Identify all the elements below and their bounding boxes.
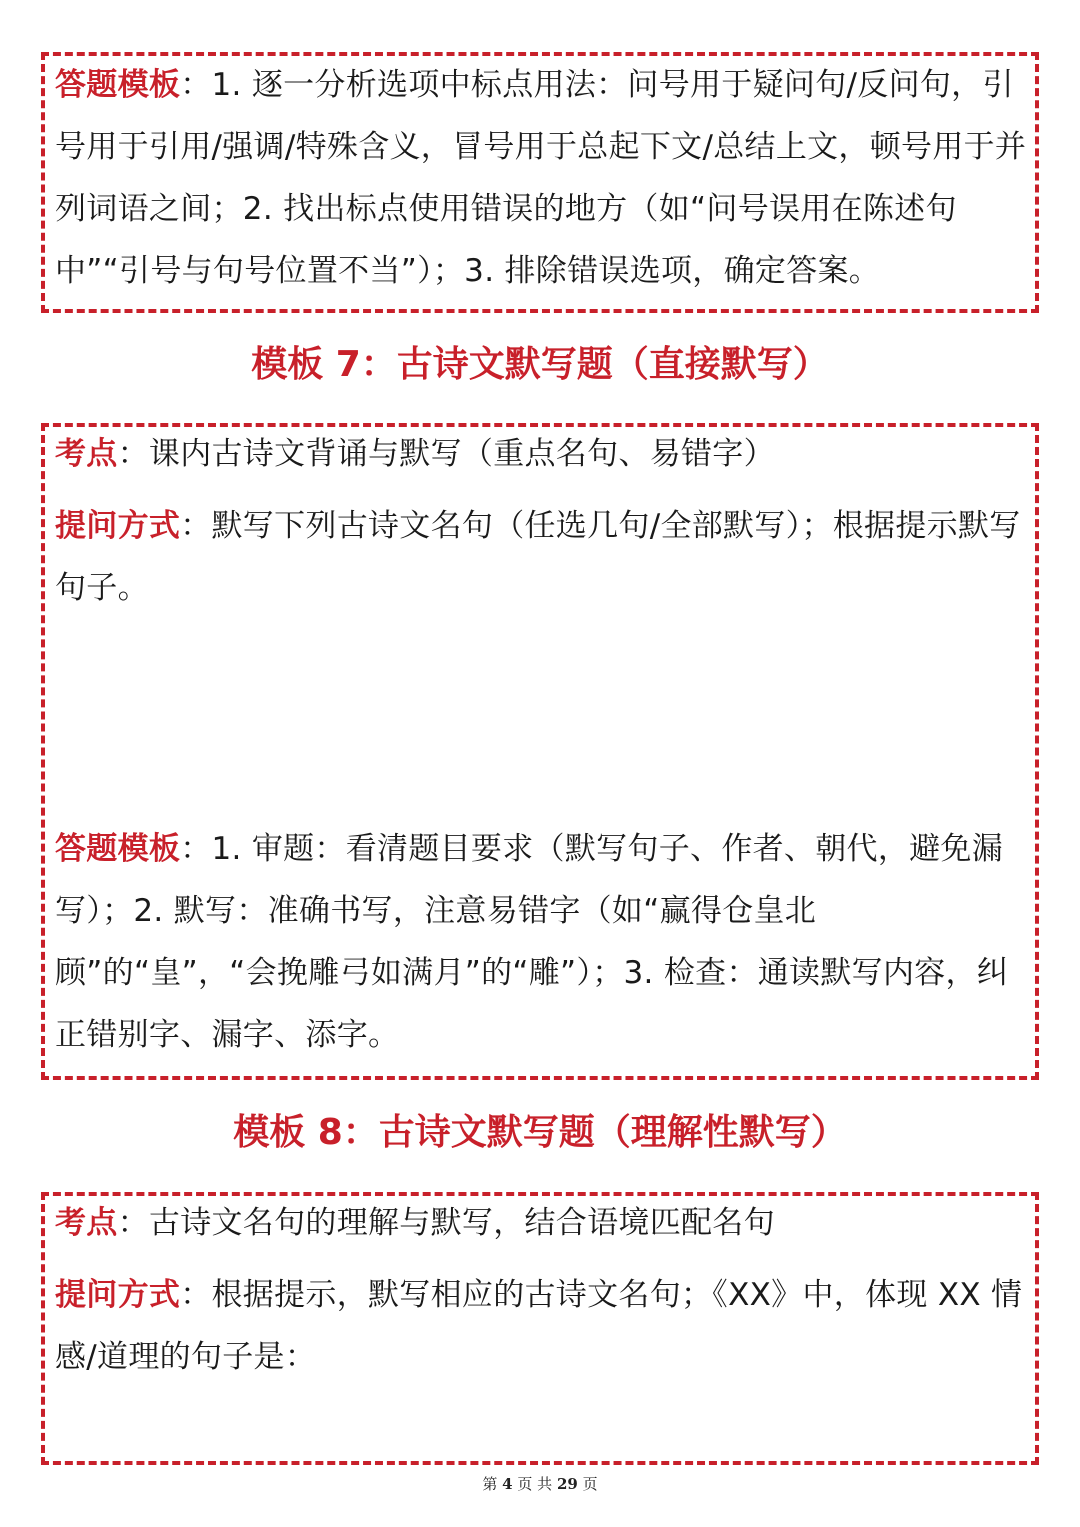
answer-template-box-6 xyxy=(41,52,1039,313)
point-label: 考点 xyxy=(55,1205,118,1241)
point-text: ：课内古诗文背诵与默写（重点名句、易错字） xyxy=(117,436,775,472)
answer-template-text: ：1. 逐一分析选项中标点用法：问号用于疑问句/反问句，引号用于引用/强调/特殊含义，冒号用于总起下文/总结上文，顿号用于并列词语之间；2. 找出标点使用错误的地方（如“问号误用在陈述句中”“引号与句号位置不当”）；3. 排除错误选项，确定答案。 xyxy=(55,67,1027,289)
footer-middle: 页 共 xyxy=(517,1475,553,1493)
footer-suffix: 页 xyxy=(582,1475,598,1493)
answer-template-label: 答题模板 xyxy=(55,67,181,103)
question-paragraph xyxy=(55,1264,1027,1388)
point-text: ：古诗文名句的理解与默写，结合语境匹配名句 xyxy=(117,1205,775,1241)
question-label: 提问方式 xyxy=(55,1277,181,1313)
answer-template-label: 答题模板 xyxy=(55,831,181,867)
point-paragraph xyxy=(55,1192,1027,1254)
section-8-box xyxy=(41,1192,1039,1465)
point-paragraph xyxy=(55,423,1027,485)
question-text: ：默写下列古诗文名句（任选几句/全部默写）；根据提示默写句子。 xyxy=(55,508,1021,606)
point-label: 考点 xyxy=(55,436,118,472)
section-7-box xyxy=(41,423,1039,1080)
current-page-number: 4 xyxy=(502,1475,513,1493)
page-number-footer xyxy=(0,1473,1080,1494)
answer-template-text: ：1. 审题：看清题目要求（默写句子、作者、朝代，避免漏写）；2. 默写：准确书写，注意易错字（如“赢得仓皇北顾”的“皇”，“会挽雕弓如满月”的“雕”）；3. 检查：通读默写内容，纠正错别字、漏字、添字。 xyxy=(55,831,1009,1053)
section-7-title: 模板 7：古诗文默写题（直接默写） xyxy=(251,344,829,385)
answer-template-paragraph xyxy=(55,54,1027,302)
section-8-title: 模板 8：古诗文默写题（理解性默写） xyxy=(233,1112,847,1153)
answer-template-paragraph xyxy=(55,818,1027,1066)
question-text: ：根据提示，默写相应的古诗文名句；《XX》中，体现 XX 情感/道理的句子是： xyxy=(55,1277,1023,1375)
question-label: 提问方式 xyxy=(55,508,181,544)
question-paragraph xyxy=(55,495,1027,619)
footer-prefix: 第 xyxy=(482,1475,498,1493)
total-page-number: 29 xyxy=(556,1475,578,1493)
